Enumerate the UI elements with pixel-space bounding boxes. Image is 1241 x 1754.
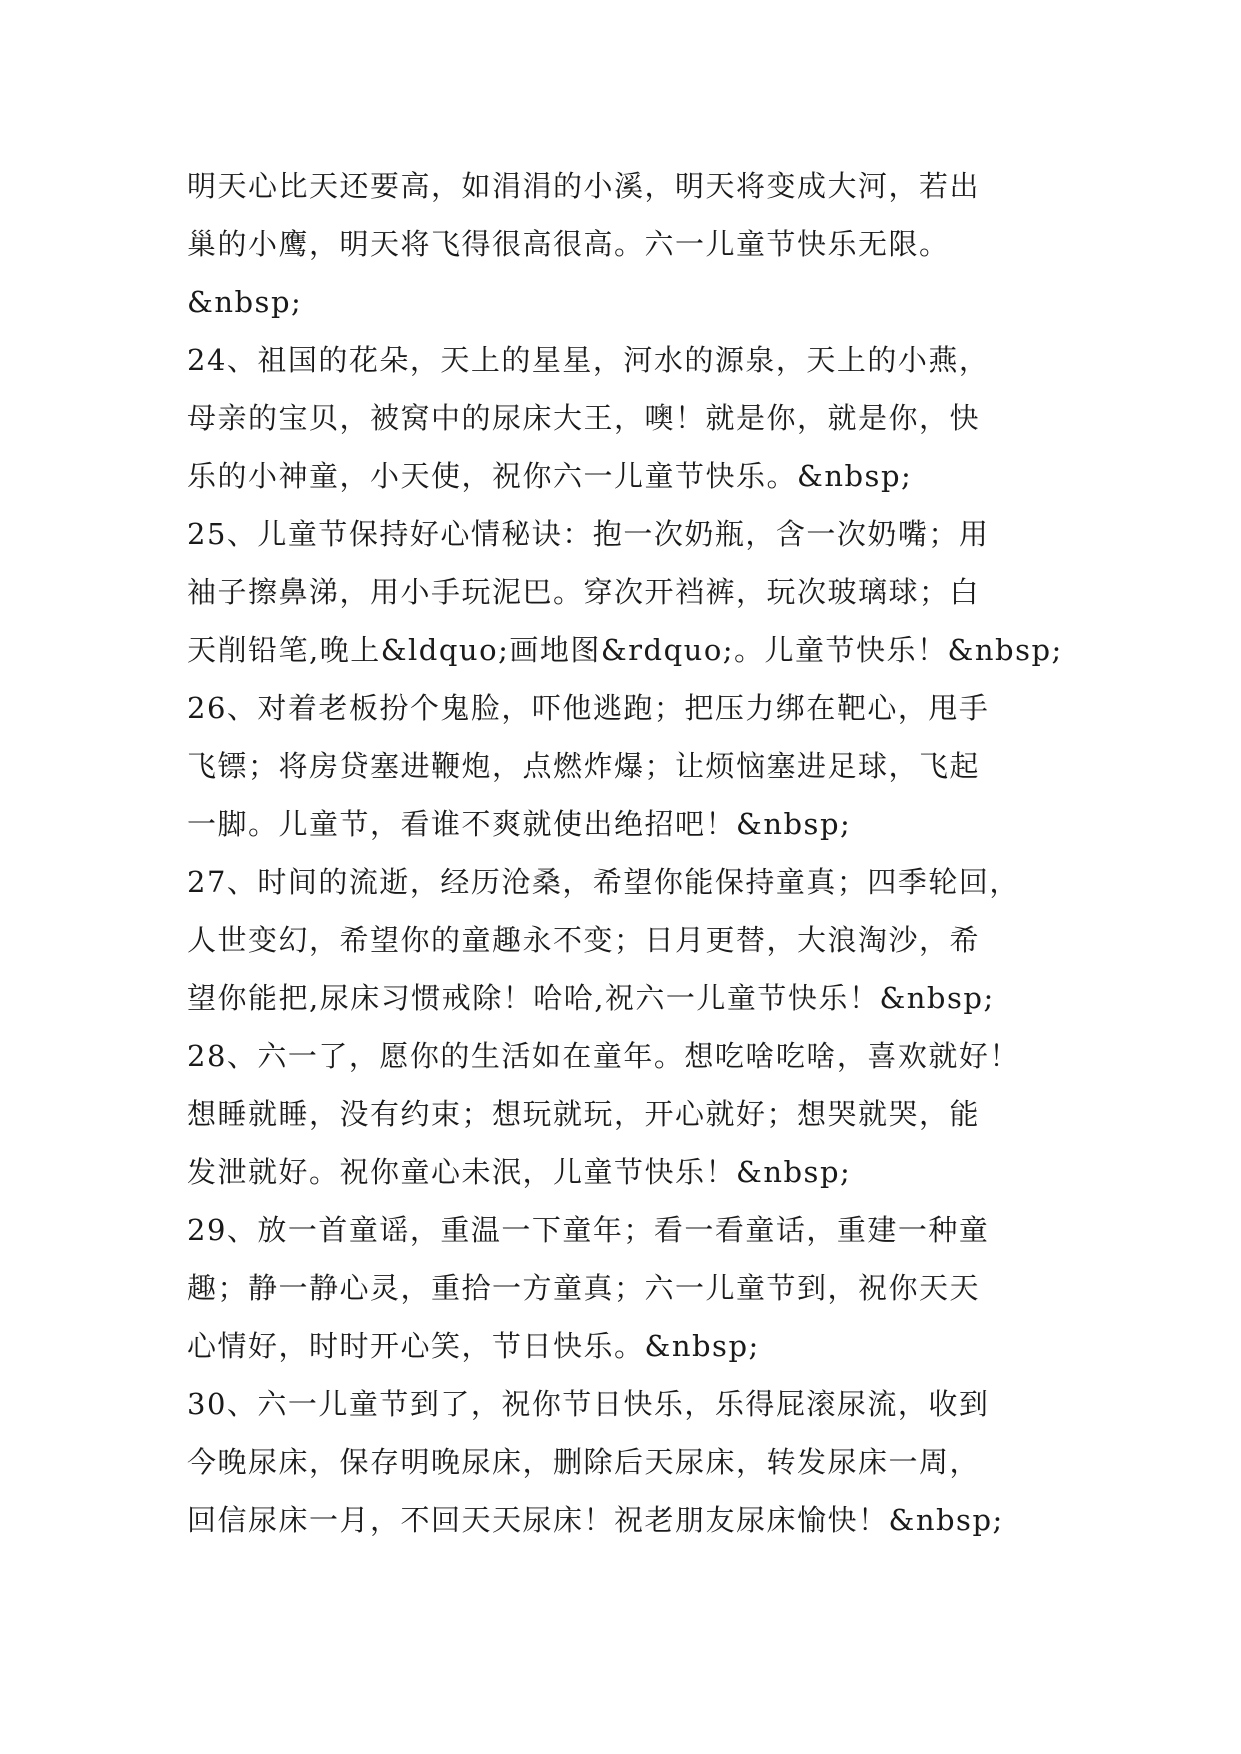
text-line: 天削铅笔,晚上&ldquo;画地图&rdquo;。儿童节快乐！&nbsp; [187, 633, 1063, 667]
text-line: 明天心比天还要高，如涓涓的小溪，明天将变成大河，若出 [187, 169, 981, 203]
text-line: 29、放一首童谣，重温一下童年；看一看童话，重建一种童 [187, 1213, 990, 1247]
text-line: 27、时间的流逝，经历沧桑，希望你能保持童真；四季轮回， [187, 865, 1020, 899]
text-line: 母亲的宝贝，被窝中的尿床大王，噢！就是你，就是你，快 [187, 401, 981, 435]
text-line: 望你能把,尿床习惯戒除！哈哈,祝六一儿童节快乐！&nbsp; [187, 981, 995, 1015]
text-line: 回信尿床一月，不回天天尿床！祝老朋友尿床愉快！&nbsp; [187, 1503, 1004, 1537]
text-line: 今晚尿床，保存明晚尿床，删除后天尿床，转发尿床一周， [187, 1445, 981, 1479]
text-line: 发泄就好。祝你童心未泯，儿童节快乐！&nbsp; [187, 1155, 852, 1189]
text-line: 趣；静一静心灵，重拾一方童真；六一儿童节到，祝你天天 [187, 1271, 981, 1305]
text-line: 一脚。儿童节，看谁不爽就使出绝招吧！&nbsp; [187, 807, 852, 841]
text-line: 飞镖；将房贷塞进鞭炮，点燃炸爆；让烦恼塞进足球，飞起 [187, 749, 981, 783]
text-line: 袖子擦鼻涕，用小手玩泥巴。穿次开裆裤，玩次玻璃球；白 [187, 575, 981, 609]
text-line: 28、六一了，愿你的生活如在童年。想吃啥吃啥，喜欢就好！ [187, 1039, 1020, 1073]
text-line: 心情好，时时开心笑，节日快乐。&nbsp; [187, 1329, 760, 1363]
text-line: 24、祖国的花朵，天上的星星，河水的源泉，天上的小燕， [187, 343, 990, 377]
text-line: 巢的小鹰，明天将飞得很高很高。六一儿童节快乐无限。 [187, 227, 950, 261]
text-line: 30、六一儿童节到了，祝你节日快乐，乐得屁滚尿流，收到 [187, 1387, 990, 1421]
text-line: 25、儿童节保持好心情秘诀：抱一次奶瓶，含一次奶嘴；用 [187, 517, 990, 551]
text-line: 26、对着老板扮个鬼脸，吓他逃跑；把压力绑在靶心，甩手 [187, 691, 990, 725]
text-line: 人世变幻，希望你的童趣永不变；日月更替，大浪淘沙，希 [187, 923, 981, 957]
text-line: 乐的小神童，小天使，祝你六一儿童节快乐。&nbsp; [187, 459, 913, 493]
text-line: &nbsp; [187, 285, 303, 319]
text-line: 想睡就睡，没有约束；想玩就玩，开心就好；想哭就哭，能 [187, 1097, 981, 1131]
document-body [187, 157, 1067, 1549]
